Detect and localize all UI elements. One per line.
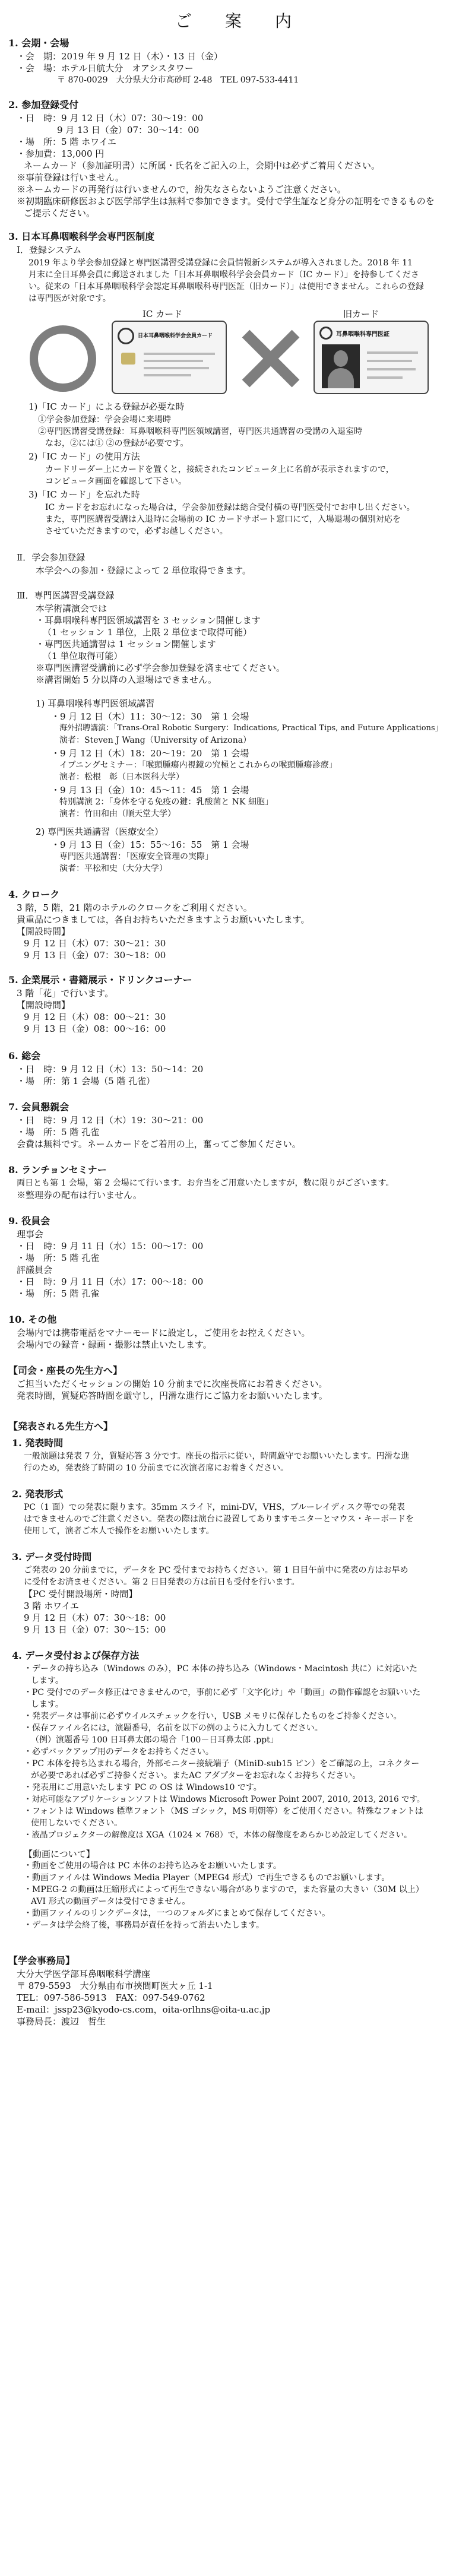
lecture-3-time: ・9 月 13 日（金）10：45～11：45 第 1 会場 — [51, 785, 249, 796]
luncheon-note: ※整理券の配布は行いません。 — [17, 1190, 142, 1200]
general-meeting-time: ・日 時：9 月 12 日（木）13：50～14：20 — [17, 1064, 204, 1075]
video-heading: 【動画について】 — [24, 1849, 95, 1859]
board-1-place: ・場 所：5 階 孔雀 — [17, 1253, 100, 1263]
board-2-place: ・場 所：5 階 孔雀 — [17, 1288, 100, 1299]
reg-note-4: ※初期臨床研修医および医学部学生は無料で参加できます。受付で学生証など身分の証明をできるものを — [17, 196, 435, 207]
reception-note: 会費は無料です。ネームカードをご着用の上，奮ってご参加ください。 — [17, 1139, 301, 1149]
office-name: 大分大学医学部耳鼻咽喉科学講座 — [17, 1969, 151, 1979]
section-heading-luncheon: 8. ランチョンセミナー — [8, 1164, 107, 1175]
exhibition-hours-label: 【開設時間】 — [17, 1000, 71, 1010]
cloak-hours-label: 【開設時間】 — [17, 926, 71, 937]
luncheon-text: 両日とも第 1 会場，第 2 会場にて行います。お弁当をご用意いたしますが，数に限りがございます。 — [17, 1178, 394, 1188]
section-heading-certification: 3. 日本耳鼻咽喉科学会専門医制度 — [8, 231, 155, 242]
lecture-intro-7: ※講習開始 5 分以降の入退場はできません。 — [36, 674, 217, 685]
reg-note-3: ※ネームカードの再発行は行いませんので，紛失なさらないようご注意ください。 — [17, 184, 346, 195]
storage-5: ・発表データは事前に必ずウイルスチェックを行い，USB メモリに保存したものをご持参ください。 — [24, 1712, 402, 1721]
section-heading-venue: 1. 会期・会場 — [8, 37, 69, 49]
ic-forgot-4: させていただきますので，必ずお越しください。 — [45, 527, 228, 536]
system-text-1: 2019 年より学会参加登録と専門医講習受講登録に会員情報新システムが導入されました。2018 年 11 — [28, 258, 413, 268]
common-lecture-title: 専門医共通講習：「医療安全管理の実際」 — [59, 852, 213, 861]
society-logo-icon — [118, 328, 134, 344]
lecture-intro-6: ※専門医講習受講前に必ず学会参加登録を済ませてください。 — [36, 663, 286, 673]
data-storage-heading: 4. データ受付および保存方法 — [12, 1650, 140, 1661]
portrait-photo — [322, 344, 360, 388]
lecture-1-speaker: 演者：Steven J Wang（University of Arizona） — [59, 736, 252, 745]
ic-usage-4: なお，②には① ②の登録が必要です。 — [45, 439, 189, 448]
section-heading-cloak: 4. クローク — [8, 889, 60, 900]
lecture-1-title: 海外招聘講演：「Trans-Oral Robotic Surgery：Indications, Practical Tips, and Future Applications」 — [59, 724, 443, 733]
ic-forgot-2: IC カードをお忘れになった場合は，学会参加登録は総合受付横の専門医受付でお申し出ください。 — [45, 503, 415, 512]
common-lecture-heading: 2) 専門医共通講習（医療安全） — [36, 826, 164, 837]
sub-heading-system: Ⅰ．登録システム — [17, 245, 82, 255]
lecture-3-title: 特別講演 2：「身体を守る免疫の鍵：乳酸菌と NK 細胞」 — [59, 797, 273, 807]
presentation-time-2: 行のため，発表終了時間の 10 分前までに次演者席にお着きください。 — [24, 1463, 289, 1473]
chair-notice-1: ご担当いただくセッションの開始 10 分前までに次座長席にお着きください。 — [17, 1379, 328, 1389]
storage-13: ・フォントは Windows 標準フォント（MS ゴシック，MS 明朝等）をご使用ください。特殊なフォントは — [24, 1807, 423, 1816]
society-logo-icon — [319, 327, 332, 340]
video-4: AVI 形式の動画データは受付できません。 — [31, 1897, 191, 1906]
video-3: ・MPEG-2 の動画は圧縮形式によって再生できない場合がありますので，また容量の大きい（30M 以上） — [24, 1885, 424, 1894]
ic-usage-3: ②専門医講習受講登録：耳鼻咽喉科専門医領域講習，専門医共通講習の受講の入退室時 — [38, 427, 362, 436]
section-heading-exhibition: 5. 企業展示・書籍展示・ドリンクコーナー — [8, 974, 192, 986]
cloak-text-2: 貴重品につきましては，各自お持ちいただきますようお願いいたします。 — [17, 914, 310, 925]
board-1-label: 理事会 — [17, 1229, 44, 1240]
reg-place: ・場 所：5 階 ホワイエ — [17, 137, 117, 147]
presentation-format-1: PC（1 面）での発表に限ります。35mm スライド，mini-DV，VHS，ブルーレイディスク等での発表 — [24, 1503, 405, 1512]
other-text-2: 会場内での録音・録画・撮影は禁止いたします。 — [17, 1339, 212, 1350]
storage-2: します。 — [31, 1676, 64, 1685]
presenters-heading: 【発表される先生方へ】 — [8, 1421, 113, 1432]
cloak-text-1: 3 階，5 階，21 階のホテルのクロークをご利用ください。 — [17, 902, 252, 913]
storage-9: ・PC 本体を持ち込まれる場合，外部モニター接続端子（MiniD-sub15 ピン）をご確認の上，コネクター — [24, 1759, 420, 1769]
page-title: ご 案 内 — [175, 11, 300, 31]
board-2-label: 評議員会 — [17, 1265, 53, 1275]
reg-note-1: ネームカード（参加証明書）に所属・氏名をご記入の上，会期中は必ずご着用ください。 — [24, 160, 381, 171]
system-text-4: は専門医が対象です。 — [28, 294, 111, 303]
storage-7: （例）演題番号 100 日耳鼻太郎の場合「100－日耳鼻太郎 .ppt」 — [31, 1735, 278, 1745]
video-5: ・動画ファイルのリンクデータは，一つのフォルダにまとめて保存してください。 — [24, 1909, 331, 1918]
section-heading-board: 9. 役員会 — [8, 1215, 50, 1227]
board-1-time: ・日 時：9 月 11 日（水）15：00～17：00 — [17, 1241, 204, 1251]
exhibition-text: 3 階「花」で行います。 — [17, 988, 114, 999]
other-text-1: 会場内では携帯電話をマナーモードに設定し，ご使用をお控えください。 — [17, 1327, 311, 1338]
presentation-format-2: はできませんのでご注意ください。発表の際は演台に設置してありますモニターとマウス・キーボードを — [24, 1514, 414, 1524]
lecture-intro-2: ・耳鼻咽喉科専門医領域講習を 3 セッション開催します — [36, 615, 261, 626]
common-lecture-time: ・9 月 13 日（金）15：55～16：55 第 1 会場 — [51, 839, 249, 850]
system-text-3: い。従来の「日本耳鼻咽喉科学会認定耳鼻咽喉科専門医証（旧カード）」は使用できません。これらの登録 — [28, 282, 424, 291]
system-text-2: 月末に全日耳鼻会員に郵送されました「日本耳鼻咽喉科学会会員カード（IC カード）」を持参してくださ — [28, 270, 419, 280]
storage-3: ・PC 受付でのデータ修正はできませんので，事前に必ず「文字化け」や「動画」の動作確認をお願いいた — [24, 1688, 421, 1697]
general-meeting-place: ・場 所：第 1 会場（5 階 孔雀） — [17, 1076, 156, 1086]
storage-1: ・データの持ち込み（Windows のみ），PC 本体の持ち込み（Windows・Macintosh 共に）に対応いた — [24, 1664, 418, 1674]
chair-notice-2: 発表時間，質疑応答時間を厳守し，円滑な進行にご協力をお願いいたします。 — [17, 1390, 328, 1401]
storage-11: ・発表用にご用意いたします PC の OS は Windows10 です。 — [24, 1783, 262, 1792]
common-lecture-speaker: 演者：平松和史（大分大学） — [59, 864, 167, 873]
ic-forgot-3: また，専門医講習受講は入退時に会場前の IC カードサポート窓口にて，入場退場の個別対応を — [45, 515, 401, 524]
section-heading-registration: 2. 参加登録受付 — [8, 99, 79, 110]
section-heading-reception: 7. 会員懇親会 — [8, 1101, 69, 1113]
participation-text: 本学会への参加・登録によって 2 単位取得できます。 — [36, 565, 251, 576]
data-reception-2: に受付をお済ませください。第 2 日目発表の方は前日も受付を行います。 — [24, 1577, 300, 1587]
ng-cross-icon — [240, 328, 302, 389]
reception-place: ・場 所：5 階 孔雀 — [17, 1127, 100, 1138]
office-email[interactable]: E-mail：jssp23@kyodo-cs.com，oita-orlhns@oita-u.ac.jp — [17, 2004, 271, 2015]
video-2: ・動画ファイルは Windows Media Player（MPEG4 形式）で再生できるものでお願いします。 — [24, 1873, 390, 1883]
pc-desk-label: 【PC 受付開設場所・時間】 — [24, 1589, 138, 1599]
venue-address: 〒 870-0029 大分県大分市高砂町 2-48 TEL 097-533-4411 — [57, 75, 299, 85]
video-1: ・動画をご使用の場合は PC 本体のお持ち込みをお願いいたします。 — [24, 1861, 281, 1871]
ic-howto-1: 2)「IC カード」の使用方法 — [28, 451, 140, 462]
board-2-time: ・日 時：9 月 11 日（水）17：00～18：00 — [17, 1276, 204, 1287]
storage-12: ・対応可能なアプリケーションソフトは Windows Microsoft Power Point 2007, 2010, 2013, 2016 です。 — [24, 1795, 425, 1804]
pc-desk-hours-1: 9 月 12 日（木）07：30～18：00 — [24, 1612, 166, 1623]
storage-10: が必要であれば必ずご持参ください。またAC アダプターをお忘れなくお持ちください。 — [31, 1771, 361, 1780]
lecture-3-speaker: 演者：竹田和由（順天堂大学） — [59, 809, 176, 819]
sub-heading-participation: Ⅱ．学会参加登録 — [17, 552, 86, 563]
exhibition-hours-1: 9 月 12 日（木）08：00～21：30 — [24, 1012, 166, 1022]
presentation-format-heading: 2. 発表形式 — [12, 1488, 64, 1500]
storage-15: ・液晶プロジェクターの解像度は XGA（1024 × 768）で，本体の解像度をあらかじめ設定してください。 — [24, 1830, 412, 1840]
office-heading: 【学会事務局】 — [8, 1955, 75, 1966]
ic-usage-1: 1)「IC カード」による登録が必要な時 — [28, 401, 185, 412]
reg-fee: ・参加費：13,000 円 — [17, 148, 104, 159]
lecture-2-speaker: 演者：松根 彰（日本医科大学） — [59, 772, 184, 782]
ic-howto-3: コンピュータ画面を確認して下さい。 — [45, 477, 186, 486]
lecture-intro-1: 本学術講演会では — [36, 603, 107, 614]
reg-note-5: ご提示ください。 — [24, 208, 96, 218]
old-card-title: 耳鼻咽喉科専門医証 — [336, 331, 390, 338]
old-card-label: 旧カード — [343, 309, 379, 319]
cloak-hours-1: 9 月 12 日（木）07：30～21：30 — [24, 938, 166, 949]
ic-usage-2: ①学会参加登録：学会会場に来場時 — [38, 415, 171, 424]
presentation-format-3: 使用して，演者ご本人で操作をお願いいたします。 — [24, 1526, 214, 1536]
section-heading-general-meeting: 6. 総会 — [8, 1050, 41, 1062]
lecture-intro-5: （1 単位取得可能） — [43, 651, 123, 661]
lecture-1-time: ・9 月 12 日（木）11：30～12：30 第 1 会場 — [51, 711, 249, 722]
storage-8: ・必ずバックアップ用のデータをお持ちください。 — [24, 1747, 214, 1757]
old-card-image — [314, 321, 429, 394]
section-heading-other: 10. その他 — [8, 1314, 57, 1325]
exhibition-hours-2: 9 月 13 日（金）08：00～16：00 — [24, 1024, 166, 1034]
pc-desk-place: 3 階 ホワイエ — [24, 1601, 80, 1611]
reg-time-2: 9 月 13 日（金）07：30～14：00 — [57, 125, 200, 135]
pc-desk-hours-2: 9 月 13 日（金）07：30～15：00 — [24, 1624, 166, 1635]
venue-name: ・会 場：ホテル日航大分 オアシスタワー — [17, 63, 194, 74]
lecture-2-time: ・9 月 12 日（木）18：20～19：20 第 1 会場 — [51, 748, 249, 759]
presentation-time-heading: 1. 発表時間 — [12, 1437, 64, 1449]
ok-circle-icon — [30, 325, 96, 392]
office-phone: TEL：097-586-5913 FAX：097-549-0762 — [17, 1992, 205, 2003]
reg-note-2: ※事前登録は行いません。 — [17, 172, 124, 183]
ic-forgot-1: 3)「IC カード」を忘れた時 — [28, 489, 140, 500]
presentation-time-1: 一般演題は発表 7 分，質疑応答 3 分です。座長の指示に従い，時間厳守でお願いいたします。円滑な進 — [24, 1452, 410, 1461]
domain-lectures-heading: 1) 耳鼻咽喉科専門医領域講習 — [36, 698, 155, 709]
office-director: 事務局長：渡辺 哲生 — [17, 2016, 106, 2027]
reg-time-1: ・日 時：9 月 12 日（木）07：30～19：00 — [17, 113, 204, 123]
ic-card-label: IC カード — [142, 309, 183, 319]
chip-icon — [121, 353, 135, 365]
lecture-2-title: イブニングセミナー：「喉頭腫瘍内視鏡の究極とこれからの喉頭腫瘍診療」 — [59, 761, 337, 770]
chair-notice-heading: 【司会・座長の先生方へ】 — [8, 1365, 123, 1376]
ic-howto-2: カードリーダー上にカードを置くと，接続されたコンピュータ上に名前が表示されますので， — [45, 465, 394, 474]
storage-4: します。 — [31, 1700, 64, 1709]
office-address: 〒 879-5593 大分県由布市挾間町医大ヶ丘 1-1 — [17, 1981, 213, 1991]
venue-dates: ・会 期：2019 年 9 月 12 日（木）・13 日（金） — [17, 51, 223, 62]
data-reception-heading: 3. データ受付時間 — [12, 1551, 92, 1563]
sub-heading-lectures: Ⅲ．専門医講習受講登録 — [17, 590, 115, 601]
lecture-intro-3: （1 セッション 1 単位，上限 2 単位まで取得可能） — [43, 627, 252, 638]
reception-time: ・日 時：9 月 12 日（木）19：30～21：00 — [17, 1115, 204, 1126]
lecture-intro-4: ・専門医共通講習は 1 セッション開催します — [36, 639, 216, 649]
ic-card-image — [112, 321, 227, 394]
video-6: ・データは学会終了後，事務局が責任を持って消去いたします。 — [24, 1921, 264, 1930]
ic-card-title: 日本耳鼻咽喉科学会会員カード — [138, 333, 213, 339]
data-reception-1: ご発表の 20 分前までに，データを PC 受付までお持ちください。第 1 日目午前中に発表の方はお早め — [24, 1566, 408, 1575]
cloak-hours-2: 9 月 13 日（金）07：30～18：00 — [24, 950, 166, 961]
storage-14: 使用しないでください。 — [31, 1818, 122, 1828]
storage-6: ・保存ファイル名には，演題番号，名前を以下の例のように入力してください。 — [24, 1723, 323, 1733]
